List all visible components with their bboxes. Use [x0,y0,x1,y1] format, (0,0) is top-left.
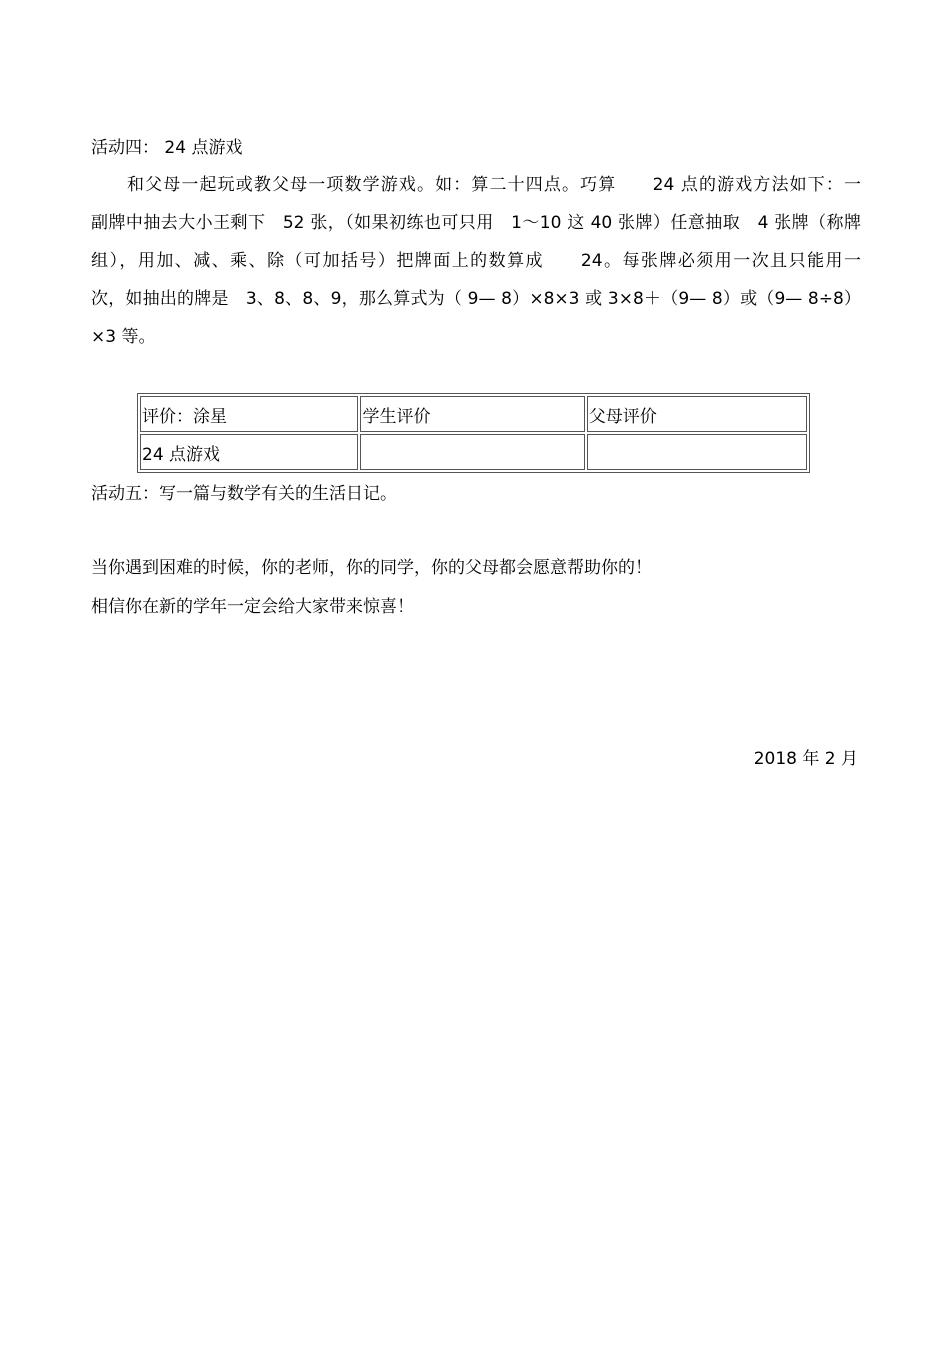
table-header-row [140,396,807,432]
activity5-title: 活动五：写一篇与数学有关的生活日记。 [91,484,397,504]
paragraph-line: 副牌中抽去大小王剩下 52 张，（如果初练也可只用 1～10 这 40 张牌）任意抽取 4 张牌（称牌 [91,213,861,233]
closing-line-1: 当你遇到困难的时候，你的老师，你的同学，你的父母都会愿意帮助你的！ [91,558,652,578]
activity4-title: 活动四： 24 点游戏 [91,138,243,158]
closing-line-2: 相信你在新的学年一定会给大家带来惊喜！ [91,597,414,617]
paragraph-line: 和父母一起玩或教父母一项数学游戏。如：算二十四点。巧算 24 点的游戏方法如下：一 [127,175,861,195]
table-cell: 评价：涂星 [140,396,358,432]
document-date: 2018 年 2 月 [753,749,858,769]
paragraph-line: ×3 等。 [91,327,156,347]
table-cell: 父母评价 [587,396,807,432]
table-cell [360,434,584,470]
activity4-paragraph [91,166,861,356]
paragraph-line: 次，如抽出的牌是 3、8、8、9，那么算式为（ 9— 8）×8×3 或 3×8＋（9— 8）或（9— 8÷8） [91,289,861,309]
table-cell: 学生评价 [360,396,584,432]
evaluation-table [137,393,810,473]
table-row [140,434,807,470]
paragraph-line: 组），用加、减、乘、除（可加括号）把牌面上的数算成 24。每张牌必须用一次且只能用一 [91,251,861,271]
table-cell: 24 点游戏 [140,434,358,470]
table-cell [587,434,807,470]
